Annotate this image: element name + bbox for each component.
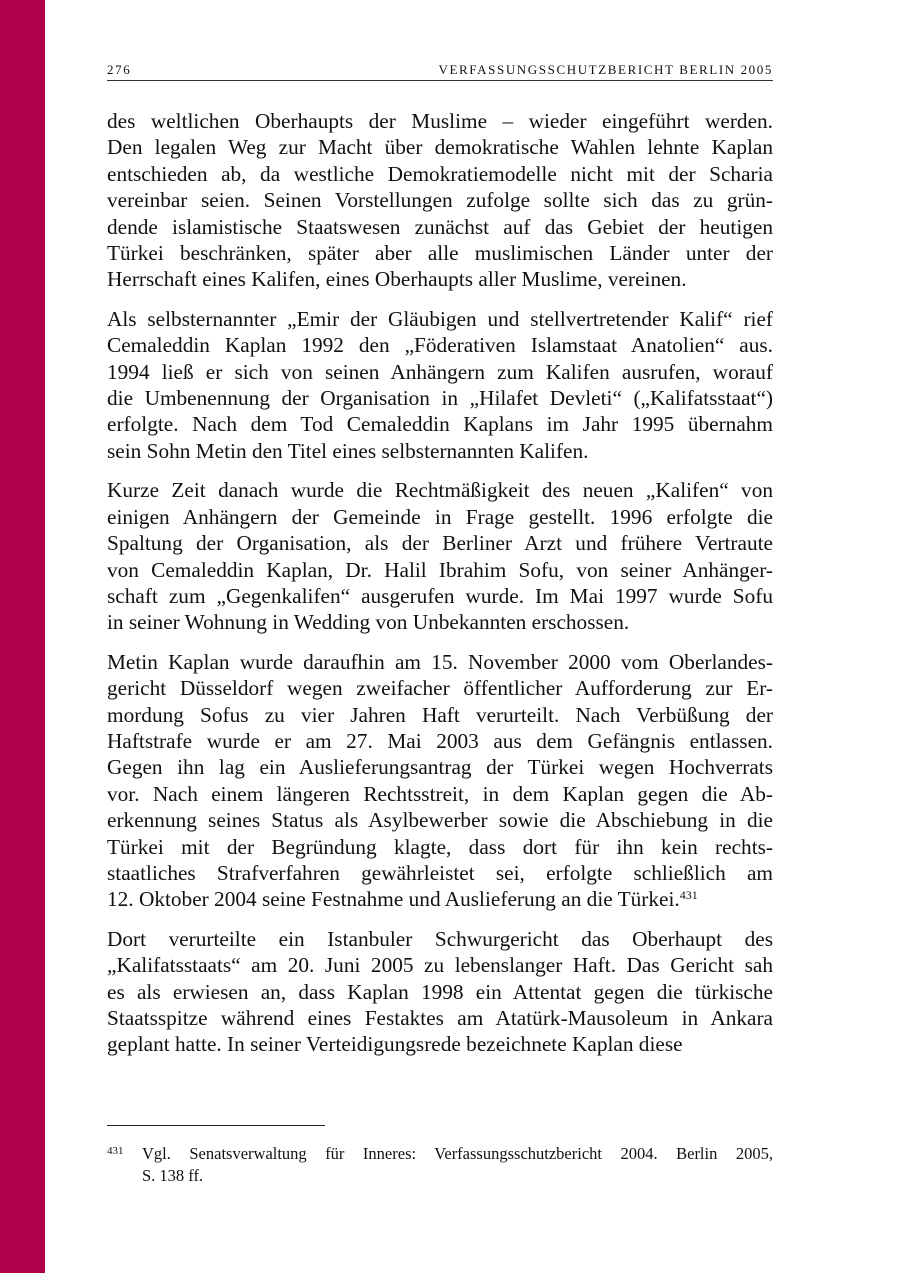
paragraph bbox=[107, 108, 773, 293]
footnote-number: 431 bbox=[107, 1145, 124, 1157]
paragraph bbox=[107, 306, 773, 464]
text-line: gericht Düsseldorf wegen zweifacher öffentlicher Aufforderung zur Er- bbox=[107, 676, 773, 701]
text-line: Kurze Zeit danach wurde die Rechtmäßigkeit des neuen „Kalifen“ von bbox=[107, 478, 773, 503]
paragraph bbox=[107, 926, 773, 1058]
text-line: „Kalifatsstaats“ am 20. Juni 2005 zu lebenslanger Haft. Das Gericht sah bbox=[107, 953, 773, 978]
text-line: sein Sohn Metin den Titel eines selbsternannten Kalifen. bbox=[107, 438, 589, 463]
text-line: Spaltung der Organisation, als der Berliner Arzt und frühere Vertraute bbox=[107, 531, 773, 556]
footnote-divider bbox=[107, 1125, 325, 1126]
running-header bbox=[107, 60, 773, 81]
text-line: Metin Kaplan wurde daraufhin am 15. November 2000 vom Oberlandes- bbox=[107, 649, 773, 674]
text-line: Dort verurteilte ein Istanbuler Schwurgericht das Oberhaupt des bbox=[107, 926, 773, 951]
text-line: die Umbenennung der Organisation in „Hilafet Devleti“ („Kalifatsstaat“) bbox=[107, 386, 773, 411]
text-line: 1994 ließ er sich von seinen Anhängern zum Kalifen ausrufen, worauf bbox=[107, 359, 773, 384]
text-line: vor. Nach einem längeren Rechtsstreit, in dem Kaplan gegen die Ab- bbox=[107, 781, 773, 806]
text-line: des weltlichen Oberhaupts der Muslime – wieder eingeführt werden. bbox=[107, 109, 773, 133]
text-line: staatliches Strafverfahren gewährleistet sei, erfolgte schließlich am bbox=[107, 860, 773, 885]
page-number: 276 bbox=[107, 62, 132, 77]
text-line-content: 12. Oktober 2004 seine Festnahme und Auslieferung an die Türkei. bbox=[107, 887, 680, 912]
text-line: dende islamistische Staatswesen zunächst auf das Gebiet der heutigen bbox=[107, 214, 773, 239]
text-line: vereinbar seien. Seinen Vorstellungen zufolge sollte sich das zu grün- bbox=[107, 188, 773, 213]
text-line: erkennung seines Status als Asylbewerber sowie die Abschiebung in die bbox=[107, 808, 773, 833]
text-line: von Cemaleddin Kaplan, Dr. Halil Ibrahim Sofu, von seiner Anhänger- bbox=[107, 557, 773, 582]
text-line: Gegen ihn lag ein Auslieferungsantrag der Türkei wegen Hochverrats bbox=[107, 755, 773, 780]
paragraph bbox=[107, 649, 773, 913]
text-line: geplant hatte. In seiner Verteidigungsrede bezeichnete Kaplan diese bbox=[107, 1032, 683, 1057]
text-line: Cemaleddin Kaplan 1992 den „Föderativen Islamstaat Anatolien“ aus. bbox=[107, 333, 773, 358]
footnote bbox=[107, 1143, 773, 1187]
text-line: Staatsspitze während eines Festaktes am Atatürk-Mausoleum in Ankara bbox=[107, 1006, 773, 1030]
text-line bbox=[107, 886, 773, 912]
text-line: Haftstrafe wurde er am 27. Mai 2003 aus dem Gefängnis entlassen. bbox=[107, 728, 773, 753]
text-line: schaft zum „Gegenkalifen“ ausgerufen wurde. Im Mai 1997 wurde Sofu bbox=[107, 583, 773, 608]
footnote-line: Vgl. Senatsverwaltung für Inneres: Verfassungsschutzbericht 2004. Berlin 2005, bbox=[142, 1144, 773, 1163]
text-line: es als erwiesen an, dass Kaplan 1998 ein Attentat gegen die türkische bbox=[107, 979, 773, 1004]
text-line: Türkei mit der Begründung klagte, dass dort für ihn kein rechts- bbox=[107, 834, 773, 859]
text-line: erfolgte. Nach dem Tod Cemaleddin Kaplans im Jahr 1995 übernahm bbox=[107, 412, 773, 437]
footnote-reference[interactable]: 431 bbox=[679, 888, 698, 903]
text-line: entschieden ab, da westliche Demokratiemodelle nicht mit der Scharia bbox=[107, 161, 773, 186]
side-color-bar bbox=[0, 0, 45, 1273]
running-title: VERFASSUNGSSCHUTZBERICHT BERLIN 2005 bbox=[438, 62, 773, 77]
text-line: einigen Anhängern der Gemeinde in Frage gestellt. 1996 erfolgte die bbox=[107, 504, 773, 529]
text-line: Den legalen Weg zur Macht über demokratische Wahlen lehnte Kaplan bbox=[107, 135, 773, 160]
body-text bbox=[107, 108, 773, 1071]
text-line: Türkei beschränken, später aber alle muslimischen Länder unter der bbox=[107, 241, 773, 266]
text-line: Als selbsternannter „Emir der Gläubigen und stellvertretender Kalif“ rief bbox=[107, 306, 773, 331]
footnote-line: S. 138 ff. bbox=[142, 1166, 204, 1185]
text-line: mordung Sofus zu vier Jahren Haft verurteilt. Nach Verbüßung der bbox=[107, 702, 773, 727]
text-line: Herrschaft eines Kalifen, eines Oberhaupts aller Muslime, vereinen. bbox=[107, 267, 687, 292]
paragraph bbox=[107, 477, 773, 635]
text-line: in seiner Wohnung in Wedding von Unbekannten erschossen. bbox=[107, 610, 630, 635]
